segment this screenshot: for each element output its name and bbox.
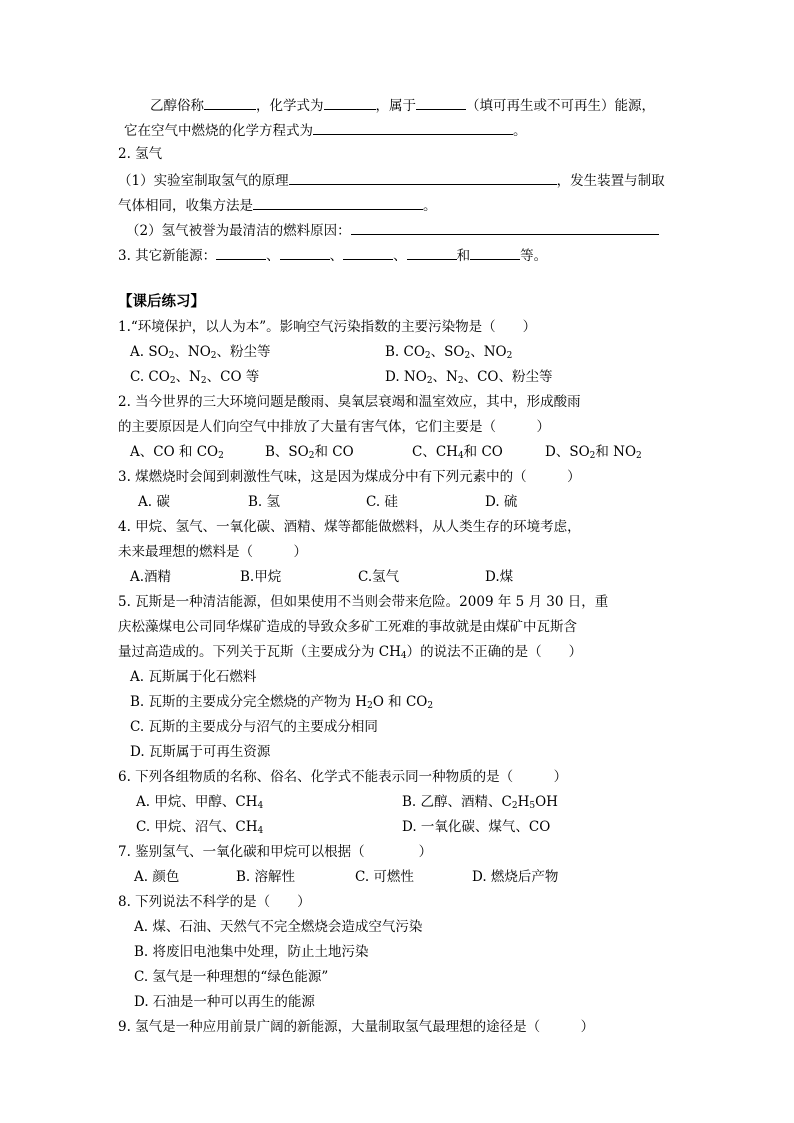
subscript: 2	[426, 376, 433, 386]
subscript: 4	[257, 801, 264, 811]
other-energy-label: 3. 其它新能源：	[118, 248, 217, 264]
text: 、粉尘等	[216, 344, 271, 360]
subscript: 2	[168, 351, 175, 361]
etc-word: 等。	[520, 248, 548, 264]
subscript: 2	[511, 801, 518, 811]
q4-stem-line-1: 4. 甲烷、氢气、一氧化碳、酒精、煤等都能做燃料，从人类生存的环境考虑，	[118, 519, 581, 535]
q7-option-d[interactable]: D. 燃烧后产物	[472, 869, 559, 885]
and-word: 和	[456, 248, 471, 264]
q5-option-a[interactable]: A. 瓦斯属于化石燃料	[130, 669, 257, 685]
text: 和 CO	[314, 444, 354, 460]
q4-option-a[interactable]: A.酒精	[130, 569, 172, 585]
subscript: 2	[169, 376, 176, 386]
subscript: 2	[424, 351, 431, 361]
blank-combustion-equation[interactable]	[313, 120, 513, 135]
subscript: 5	[529, 801, 536, 811]
q5-option-d[interactable]: D. 瓦斯属于可再生资源	[130, 744, 271, 760]
blank-energy-3[interactable]	[343, 245, 393, 260]
text: O 和 CO	[372, 694, 428, 710]
text: C. CO	[130, 369, 170, 385]
h2-q2-line	[126, 220, 659, 240]
q7-option-c[interactable]: C. 可燃性	[355, 869, 414, 885]
belongs-label: ，属于	[375, 98, 416, 114]
q4-option-d[interactable]: D.煤	[485, 569, 514, 585]
subscript: 2	[464, 351, 471, 361]
subscript: 2	[589, 451, 596, 461]
text: 、CO、粉尘等	[463, 369, 553, 385]
q2-option-b[interactable]	[265, 443, 354, 461]
blank-energy-2[interactable]	[280, 245, 330, 260]
q2-option-d[interactable]	[545, 443, 642, 461]
text: 和 CO	[463, 444, 503, 460]
q1-option-c[interactable]	[130, 368, 259, 386]
subscript: 2	[427, 701, 434, 711]
text: 、NO	[174, 344, 211, 360]
q2-option-c[interactable]	[412, 443, 503, 461]
q2-option-a[interactable]	[130, 443, 224, 461]
q8-option-c[interactable]: C. 氢气是一种理想的“绿色能源”	[134, 969, 329, 985]
section-title: 【课后练习】	[118, 293, 205, 310]
blank-energy-1[interactable]	[216, 245, 266, 260]
q9-stem: 9. 氢气是一种应用前景广阔的新能源，大量制取氢气最理想的途径是（ ）	[118, 1019, 595, 1035]
text: B、SO	[265, 444, 309, 460]
ethanol-line-2	[124, 120, 527, 140]
h2-q1-line-2	[118, 195, 437, 215]
q8-option-a[interactable]: A. 煤、石油、天然气不完全燃烧会造成空气污染	[134, 919, 423, 935]
subscript: 2	[457, 376, 464, 386]
text: B. CO	[385, 344, 425, 360]
text: D、SO	[545, 444, 590, 460]
text: 量过高造成的。下列关于瓦斯（主要成分为 CH	[118, 644, 401, 660]
text: 和 NO	[595, 444, 637, 460]
text: C. 甲烷、沼气、CH	[136, 819, 258, 835]
q4-option-b[interactable]: B.甲烷	[240, 569, 282, 585]
h2-collect-label: 气体相同，收集方法是	[118, 198, 253, 214]
text: A. SO	[130, 344, 169, 360]
formula-label: ，化学式为	[256, 98, 324, 114]
text: 、NO	[470, 344, 507, 360]
ethanol-label: 乙醇俗称	[150, 98, 204, 114]
q1-option-b[interactable]	[385, 343, 512, 361]
q6-stem: 6. 下列各组物质的名称、俗名、化学式不能表示同一种物质的是（ ）	[118, 769, 568, 785]
q8-stem: 8. 下列说法不科学的是（ ）	[118, 894, 311, 910]
blank-renewable[interactable]	[416, 95, 466, 110]
q5-stem-line-2: 庆松藻煤电公司同华煤矿造成的导致众多矿工死难的事故就是由煤矿中瓦斯含	[118, 619, 577, 635]
q7-option-b[interactable]: B. 溶解性	[236, 869, 296, 885]
blank-energy-4[interactable]	[407, 245, 457, 260]
h2-clean-label: （2）氢气被誉为最清洁的燃料原因：	[126, 223, 351, 239]
q2-stem-line-2: 的主要原因是人们向空气中排放了大量有害气体，它们主要是（ ）	[118, 419, 550, 435]
blank-energy-5[interactable]	[470, 245, 520, 260]
q5-option-b[interactable]	[130, 693, 433, 711]
q4-stem-line-2: 未来最理想的燃料是（ ）	[118, 544, 307, 560]
text: A. 甲烷、甲醇、CH	[136, 794, 258, 810]
text: A、CO 和 CO	[130, 444, 219, 460]
text: ）的说法不正确的是（ ）	[406, 644, 583, 660]
ethanol-line-1	[150, 95, 655, 115]
q3-option-c[interactable]: C. 硅	[366, 494, 398, 510]
blank-ethanol-formula[interactable]	[324, 95, 376, 110]
text: D. NO	[385, 369, 427, 385]
subscript: 4	[257, 826, 264, 836]
h2-principle-label: （1）实验室制取氢气的原理	[118, 173, 289, 189]
subscript: 2	[506, 351, 513, 361]
h2-heading: 2. 氢气	[118, 146, 163, 162]
subscript: 2	[636, 451, 642, 461]
q7-option-a[interactable]: A. 颜色	[134, 869, 180, 885]
q3-stem: 3. 煤燃烧时会闻到刺激性气味，这是因为煤成分中有下列元素中的（ ）	[118, 469, 581, 485]
text: 、CO 等	[206, 369, 260, 385]
blank-h2-collect[interactable]	[253, 195, 423, 210]
h2-q1-line-1	[118, 170, 665, 190]
text: OH	[535, 794, 558, 810]
q6-option-b[interactable]	[402, 793, 558, 811]
combustion-label: 它在空气中燃烧的化学方程式为	[124, 123, 313, 139]
subscript: 4	[457, 451, 464, 461]
blank-ethanol-name[interactable]	[204, 95, 256, 110]
text: H	[517, 794, 530, 810]
q3-option-b[interactable]: B. 氢	[248, 494, 281, 510]
text: B. 瓦斯的主要成分完全燃烧的产物为 H	[130, 694, 368, 710]
blank-h2-principle[interactable]	[289, 170, 557, 185]
text: 、N	[175, 369, 201, 385]
h2-device-label: ，发生装置与制取	[556, 173, 665, 189]
q2-stem-line-1: 2. 当今世界的三大环境问题是酸雨、臭氧层衰竭和温室效应，其中，形成酸雨	[118, 394, 581, 410]
subscript: 2	[210, 351, 217, 361]
q4-option-c[interactable]: C.氢气	[358, 569, 400, 585]
separator: 、	[266, 248, 280, 264]
q3-option-a[interactable]: A. 碳	[138, 494, 170, 510]
subscript: 2	[200, 376, 207, 386]
text: 、SO	[430, 344, 465, 360]
subscript: 2	[218, 451, 224, 461]
q1-option-d[interactable]	[385, 368, 553, 386]
text: B. 乙醇、酒精、C	[402, 794, 512, 810]
q5-option-c[interactable]: C. 瓦斯的主要成分与沼气的主要成分相同	[130, 719, 378, 735]
subscript: 2	[367, 701, 373, 711]
period: 。	[513, 123, 527, 139]
separator: 、	[329, 248, 344, 264]
q8-option-b[interactable]: B. 将废旧电池集中处理，防止土地污染	[134, 944, 369, 960]
text: C、CH	[412, 444, 458, 460]
other-energy-line	[118, 245, 547, 265]
q5-stem-line-3	[118, 643, 582, 661]
q1-option-a[interactable]	[130, 343, 271, 361]
q6-option-d[interactable]: D. 一氧化碳、煤气、CO	[402, 819, 551, 835]
text: 、N	[432, 369, 458, 385]
q1-stem: 1.“环境保护，以人为本”。影响空气污染指数的主要污染物是（ ）	[118, 319, 537, 335]
q8-option-d[interactable]: D. 石油是一种可以再生的能源	[134, 994, 315, 1010]
q3-option-d[interactable]: D. 硫	[485, 494, 518, 510]
subscript: 2	[308, 451, 315, 461]
q7-stem: 7. 鉴别氢气、一氧化碳和甲烷可以根据（ ）	[118, 844, 433, 860]
blank-h2-clean-reason[interactable]	[351, 220, 659, 235]
renewable-hint: （填可再生或不可再生）能源，	[466, 98, 655, 114]
q5-stem-line-1: 5. 瓦斯是一种清洁能源，但如果使用不当则会带来危险。2009 年 5 月 30 日，重	[118, 594, 609, 610]
subscript: 4	[400, 651, 407, 661]
separator: 、	[393, 248, 407, 264]
q6-option-a[interactable]	[136, 793, 263, 811]
q6-option-c[interactable]	[136, 818, 263, 836]
period: 。	[423, 198, 437, 214]
